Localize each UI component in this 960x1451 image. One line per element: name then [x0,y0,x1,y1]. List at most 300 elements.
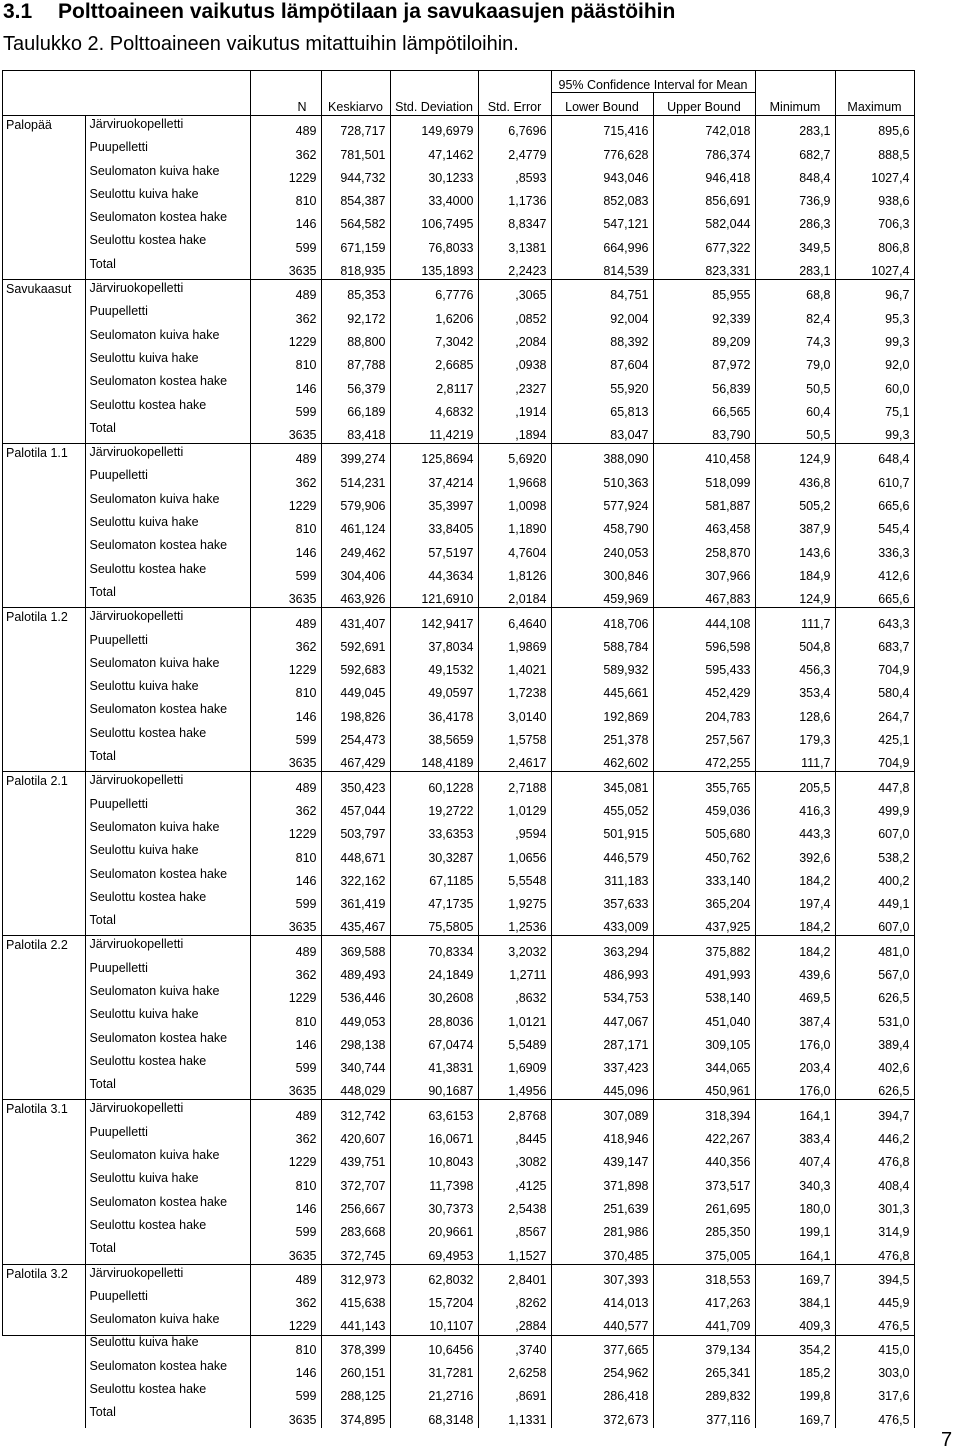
fuel-label: Seulottu kostea hake [85,1381,250,1404]
std-error-cell: ,8691 [478,1381,551,1404]
lower-bound-cell: 446,579 [551,842,653,865]
n-cell: 3635 [250,1076,321,1100]
group-spacer [2,350,85,373]
std-error-cell: 2,2423 [478,256,551,280]
std-deviation-cell: 76,8033 [390,232,478,255]
mean-cell: 249,462 [321,537,390,560]
n-cell: 599 [250,232,321,255]
table-row [2,983,914,1006]
table-row [2,327,914,350]
group-spacer [2,420,85,444]
n-cell: 1229 [250,819,321,842]
mean-cell: 322,162 [321,866,390,889]
std-error-cell: 1,4021 [478,655,551,678]
fuel-label: Seulomaton kostea hake [85,373,250,396]
header-row-columns [2,93,914,116]
std-error-cell: ,1894 [478,420,551,444]
minimum-cell: 164,1 [755,1100,835,1124]
n-cell: 1229 [250,163,321,186]
std-deviation-cell: 20,9661 [390,1217,478,1240]
upper-bound-cell: 318,394 [653,1100,755,1124]
upper-bound-cell: 56,839 [653,373,755,396]
lower-bound-cell: 388,090 [551,444,653,468]
lower-bound-cell: 345,081 [551,772,653,796]
lower-bound-cell: 501,915 [551,819,653,842]
fuel-label: Seulomaton kostea hake [85,537,250,560]
maximum-cell: 75,1 [835,397,914,420]
upper-bound-cell: 856,691 [653,186,755,209]
maximum-cell: 607,0 [835,912,914,936]
std-error-cell: 6,4640 [478,608,551,632]
maximum-cell: 545,4 [835,514,914,537]
std-deviation-cell: 70,8334 [390,936,478,960]
maximum-cell: 704,9 [835,748,914,772]
minimum-cell: 469,5 [755,983,835,1006]
std-error-cell: 1,1527 [478,1240,551,1264]
table-row [2,1194,914,1217]
minimum-cell: 286,3 [755,209,835,232]
group-spacer [2,163,85,186]
std-error-cell: ,2327 [478,373,551,396]
column-header-minimum: Minimum [755,93,835,116]
std-error-cell: 3,2032 [478,936,551,960]
table-row [2,537,914,560]
n-cell: 810 [250,514,321,537]
group-spacer [2,842,85,865]
n-cell: 146 [250,1030,321,1053]
table-caption: Taulukko 2. Polttoaineen vaikutus mitattuihin lämpötiloihin. [3,33,519,55]
lower-bound-cell: 439,147 [551,1147,653,1170]
std-deviation-cell: 19,2722 [390,796,478,819]
mean-cell: 83,418 [321,420,390,444]
group-spacer [2,960,85,983]
table-row [2,1100,914,1124]
table-row [2,912,914,936]
n-cell: 3635 [250,1404,321,1427]
n-cell: 599 [250,397,321,420]
std-deviation-cell: 37,8034 [390,632,478,655]
group-label: Palopää [2,116,85,140]
upper-bound-cell: 410,458 [653,444,755,468]
minimum-cell: 354,2 [755,1334,835,1357]
maximum-cell: 95,3 [835,303,914,326]
std-error-cell: 1,7238 [478,678,551,701]
upper-bound-cell: 307,966 [653,561,755,584]
upper-bound-cell: 450,762 [653,842,755,865]
upper-bound-cell: 257,567 [653,725,755,748]
n-cell: 1229 [250,327,321,350]
maximum-cell: 449,1 [835,889,914,912]
table-row [2,960,914,983]
mean-cell: 312,973 [321,1264,390,1288]
upper-bound-cell: 742,018 [653,116,755,140]
n-cell: 810 [250,1334,321,1357]
column-header-std-deviation: Std. Deviation [390,93,478,116]
maximum-cell: 92,0 [835,350,914,373]
std-error-cell: 1,2711 [478,960,551,983]
n-cell: 489 [250,608,321,632]
group-label: Palotila 1.2 [2,608,85,632]
std-error-cell: 5,5489 [478,1030,551,1053]
fuel-label: Seulottu kostea hake [85,397,250,420]
minimum-cell: 383,4 [755,1124,835,1147]
minimum-cell: 124,9 [755,584,835,608]
n-cell: 489 [250,936,321,960]
table-row [2,1311,914,1334]
table-row [2,655,914,678]
minimum-cell: 353,4 [755,678,835,701]
group-spacer [2,678,85,701]
minimum-cell: 143,6 [755,537,835,560]
n-cell: 362 [250,632,321,655]
n-cell: 146 [250,1358,321,1381]
fuel-label: Seulottu kuiva hake [85,1006,250,1029]
std-deviation-cell: 148,4189 [390,748,478,772]
column-header-maximum: Maximum [835,93,914,116]
n-cell: 810 [250,678,321,701]
std-error-cell: 2,0184 [478,584,551,608]
std-deviation-cell: 33,8405 [390,514,478,537]
std-error-cell: 2,7188 [478,772,551,796]
lower-bound-cell: 55,920 [551,373,653,396]
mean-cell: 854,387 [321,186,390,209]
std-deviation-cell: 49,1532 [390,655,478,678]
fuel-label: Seulottu kostea hake [85,561,250,584]
fuel-label: Puupelletti [85,1124,250,1147]
maximum-cell: 476,5 [835,1404,914,1427]
fuel-label: Total [85,1404,250,1427]
table-row [2,561,914,584]
fuel-label: Seulottu kuiva hake [85,514,250,537]
maximum-cell: 531,0 [835,1006,914,1029]
fuel-label: Seulottu kuiva hake [85,842,250,865]
n-cell: 146 [250,701,321,724]
upper-bound-cell: 538,140 [653,983,755,1006]
std-error-cell: ,2884 [478,1311,551,1334]
fuel-label: Puupelletti [85,467,250,490]
std-error-cell: ,8445 [478,1124,551,1147]
lower-bound-cell: 254,962 [551,1358,653,1381]
group-spacer [2,1217,85,1240]
group-spacer [2,256,85,280]
table-row [2,420,914,444]
group-spacer [2,1147,85,1170]
upper-bound-cell: 463,458 [653,514,755,537]
maximum-cell: 301,3 [835,1194,914,1217]
table-row [2,772,914,796]
std-error-cell: 1,0129 [478,796,551,819]
std-error-cell: 1,5758 [478,725,551,748]
mean-cell: 448,029 [321,1076,390,1100]
n-cell: 146 [250,866,321,889]
maximum-cell: 415,0 [835,1334,914,1357]
group-spacer [2,701,85,724]
mean-cell: 420,607 [321,1124,390,1147]
fuel-label: Total [85,748,250,772]
minimum-cell: 283,1 [755,116,835,140]
fuel-label: Järviruokopelletti [85,936,250,960]
maximum-cell: 643,3 [835,608,914,632]
std-deviation-cell: 47,1735 [390,889,478,912]
group-spacer [2,1053,85,1076]
minimum-cell: 387,4 [755,1006,835,1029]
std-error-cell: 2,8768 [478,1100,551,1124]
upper-bound-cell: 595,433 [653,655,755,678]
group-spacer [2,796,85,819]
std-deviation-cell: 38,5659 [390,725,478,748]
mean-cell: 254,473 [321,725,390,748]
mean-cell: 374,895 [321,1404,390,1427]
table-row [2,397,914,420]
upper-bound-cell: 491,993 [653,960,755,983]
mean-cell: 298,138 [321,1030,390,1053]
column-header-n: N [250,93,321,116]
maximum-cell: 938,6 [835,186,914,209]
upper-bound-cell: 344,065 [653,1053,755,1076]
std-deviation-cell: 21,2716 [390,1381,478,1404]
group-spacer [2,397,85,420]
lower-bound-cell: 92,004 [551,303,653,326]
std-error-cell: 1,9668 [478,467,551,490]
section-heading [3,0,675,25]
fuel-label: Seulottu kuiva hake [85,186,250,209]
std-deviation-cell: 30,2608 [390,983,478,1006]
std-deviation-cell: 16,0671 [390,1124,478,1147]
n-cell: 362 [250,1288,321,1311]
minimum-cell: 111,7 [755,608,835,632]
minimum-cell: 203,4 [755,1053,835,1076]
maximum-cell: 665,6 [835,584,914,608]
std-error-cell: 1,1331 [478,1404,551,1427]
fuel-label: Seulottu kuiva hake [85,1334,250,1357]
maximum-cell: 665,6 [835,491,914,514]
fuel-label: Seulomaton kuiva hake [85,163,250,186]
n-cell: 599 [250,1053,321,1076]
std-error-cell: 2,6258 [478,1358,551,1381]
table-row [2,1147,914,1170]
minimum-cell: 439,6 [755,960,835,983]
std-deviation-cell: 47,1462 [390,139,478,162]
std-deviation-cell: 41,3831 [390,1053,478,1076]
mean-cell: 260,151 [321,1358,390,1381]
maximum-cell: 99,3 [835,420,914,444]
std-error-cell: 3,1381 [478,232,551,255]
group-spacer [2,537,85,560]
upper-bound-cell: 265,341 [653,1358,755,1381]
minimum-cell: 682,7 [755,139,835,162]
minimum-cell: 74,3 [755,327,835,350]
maximum-cell: 683,7 [835,632,914,655]
table-row [2,350,914,373]
minimum-cell: 179,3 [755,725,835,748]
minimum-cell: 169,7 [755,1404,835,1427]
lower-bound-cell: 371,898 [551,1170,653,1193]
fuel-label: Järviruokopelletti [85,772,250,796]
std-error-cell: ,8632 [478,983,551,1006]
n-cell: 599 [250,561,321,584]
std-error-cell: ,0938 [478,350,551,373]
lower-bound-cell: 459,969 [551,584,653,608]
n-cell: 146 [250,1194,321,1217]
upper-bound-cell: 450,961 [653,1076,755,1100]
group-spacer [2,232,85,255]
lower-bound-cell: 286,418 [551,1381,653,1404]
page-number: 7 [941,1429,953,1451]
table-row [2,1217,914,1240]
upper-bound-cell: 505,680 [653,819,755,842]
maximum-cell: 60,0 [835,373,914,396]
fuel-label: Puupelletti [85,632,250,655]
group-spacer [2,1006,85,1029]
mean-cell: 514,231 [321,467,390,490]
group-label: Palotila 3.2 [2,1264,85,1288]
upper-bound-cell: 89,209 [653,327,755,350]
mean-cell: 781,501 [321,139,390,162]
group-spacer [2,514,85,537]
section-title: Polttoaineen vaikutus lämpötilaan ja savukaasujen päästöihin [58,0,676,23]
n-cell: 146 [250,209,321,232]
fuel-label: Total [85,1240,250,1264]
lower-bound-cell: 281,986 [551,1217,653,1240]
mean-cell: 399,274 [321,444,390,468]
maximum-cell: 408,4 [835,1170,914,1193]
mean-cell: 92,172 [321,303,390,326]
upper-bound-cell: 85,955 [653,280,755,304]
std-deviation-cell: 10,8043 [390,1147,478,1170]
group-spacer [2,748,85,772]
minimum-cell: 79,0 [755,350,835,373]
lower-bound-cell: 251,378 [551,725,653,748]
group-spacer [2,1240,85,1264]
group-spacer [2,1311,85,1334]
mean-cell: 372,745 [321,1240,390,1264]
maximum-cell: 96,7 [835,280,914,304]
table-row [2,725,914,748]
std-deviation-cell: 69,4953 [390,1240,478,1264]
column-header-lower-bound: Lower Bound [551,93,653,116]
upper-bound-cell: 377,116 [653,1404,755,1427]
upper-bound-cell: 786,374 [653,139,755,162]
table-row [2,491,914,514]
std-error-cell: 1,8126 [478,561,551,584]
n-cell: 599 [250,1381,321,1404]
std-deviation-cell: 62,8032 [390,1264,478,1288]
mean-cell: 87,788 [321,350,390,373]
ci-header: 95% Confidence Interval for Mean [551,71,755,93]
table-row [2,748,914,772]
mean-cell: 489,493 [321,960,390,983]
lower-bound-cell: 307,089 [551,1100,653,1124]
std-deviation-cell: 24,1849 [390,960,478,983]
n-cell: 489 [250,116,321,140]
std-error-cell: 1,9869 [478,632,551,655]
fuel-label: Puupelletti [85,960,250,983]
group-spacer [2,139,85,162]
lower-bound-cell: 377,665 [551,1334,653,1357]
upper-bound-cell: 459,036 [653,796,755,819]
group-spacer [2,467,85,490]
upper-bound-cell: 596,598 [653,632,755,655]
n-cell: 362 [250,139,321,162]
std-deviation-cell: 33,4000 [390,186,478,209]
upper-bound-cell: 518,099 [653,467,755,490]
upper-bound-cell: 285,350 [653,1217,755,1240]
maximum-cell: 402,6 [835,1053,914,1076]
fuel-label: Seulomaton kuiva hake [85,655,250,678]
table-row [2,632,914,655]
std-deviation-cell: 31,7281 [390,1358,478,1381]
table-row [2,866,914,889]
mean-cell: 415,638 [321,1288,390,1311]
lower-bound-cell: 462,602 [551,748,653,772]
n-cell: 810 [250,1006,321,1029]
std-error-cell: 1,0098 [478,491,551,514]
mean-cell: 503,797 [321,819,390,842]
n-cell: 3635 [250,256,321,280]
lower-bound-cell: 455,052 [551,796,653,819]
std-error-cell: 1,1890 [478,514,551,537]
upper-bound-cell: 375,882 [653,936,755,960]
fuel-label: Järviruokopelletti [85,116,250,140]
fuel-label: Puupelletti [85,303,250,326]
table-row [2,701,914,724]
table-row [2,1053,914,1076]
std-error-cell: 1,1736 [478,186,551,209]
section-number: 3.1 [3,0,33,23]
table-body [2,116,914,1428]
mean-cell: 256,667 [321,1194,390,1217]
column-header-upper-bound: Upper Bound [653,93,755,116]
std-deviation-cell: 125,8694 [390,444,478,468]
table-row [2,467,914,490]
minimum-cell: 409,3 [755,1311,835,1334]
group-spacer [2,983,85,1006]
minimum-cell: 82,4 [755,303,835,326]
std-error-cell: ,3065 [478,280,551,304]
fuel-label: Järviruokopelletti [85,608,250,632]
n-cell: 3635 [250,584,321,608]
upper-bound-cell: 83,790 [653,420,755,444]
group-spacer [2,584,85,608]
fuel-label: Seulottu kostea hake [85,889,250,912]
lower-bound-cell: 486,993 [551,960,653,983]
maximum-cell: 412,6 [835,561,914,584]
table-row [2,209,914,232]
n-cell: 362 [250,960,321,983]
maximum-cell: 400,2 [835,866,914,889]
group-spacer [2,209,85,232]
fuel-label: Seulomaton kuiva hake [85,1311,250,1334]
lower-bound-cell: 447,067 [551,1006,653,1029]
std-error-cell: 2,4779 [478,139,551,162]
upper-bound-cell: 379,134 [653,1334,755,1357]
lower-bound-cell: 433,009 [551,912,653,936]
table-row [2,1030,914,1053]
maximum-cell: 336,3 [835,537,914,560]
table-row [2,514,914,537]
fuel-label: Seulottu kuiva hake [85,678,250,701]
std-deviation-cell: 49,0597 [390,678,478,701]
mean-cell: 467,429 [321,748,390,772]
lower-bound-cell: 357,633 [551,889,653,912]
group-label: Palotila 3.1 [2,1100,85,1124]
group-spacer [2,1404,85,1427]
fuel-label: Järviruokopelletti [85,280,250,304]
table-row [2,1240,914,1264]
table-row [2,1358,914,1381]
mean-cell: 818,935 [321,256,390,280]
mean-cell: 441,143 [321,1311,390,1334]
